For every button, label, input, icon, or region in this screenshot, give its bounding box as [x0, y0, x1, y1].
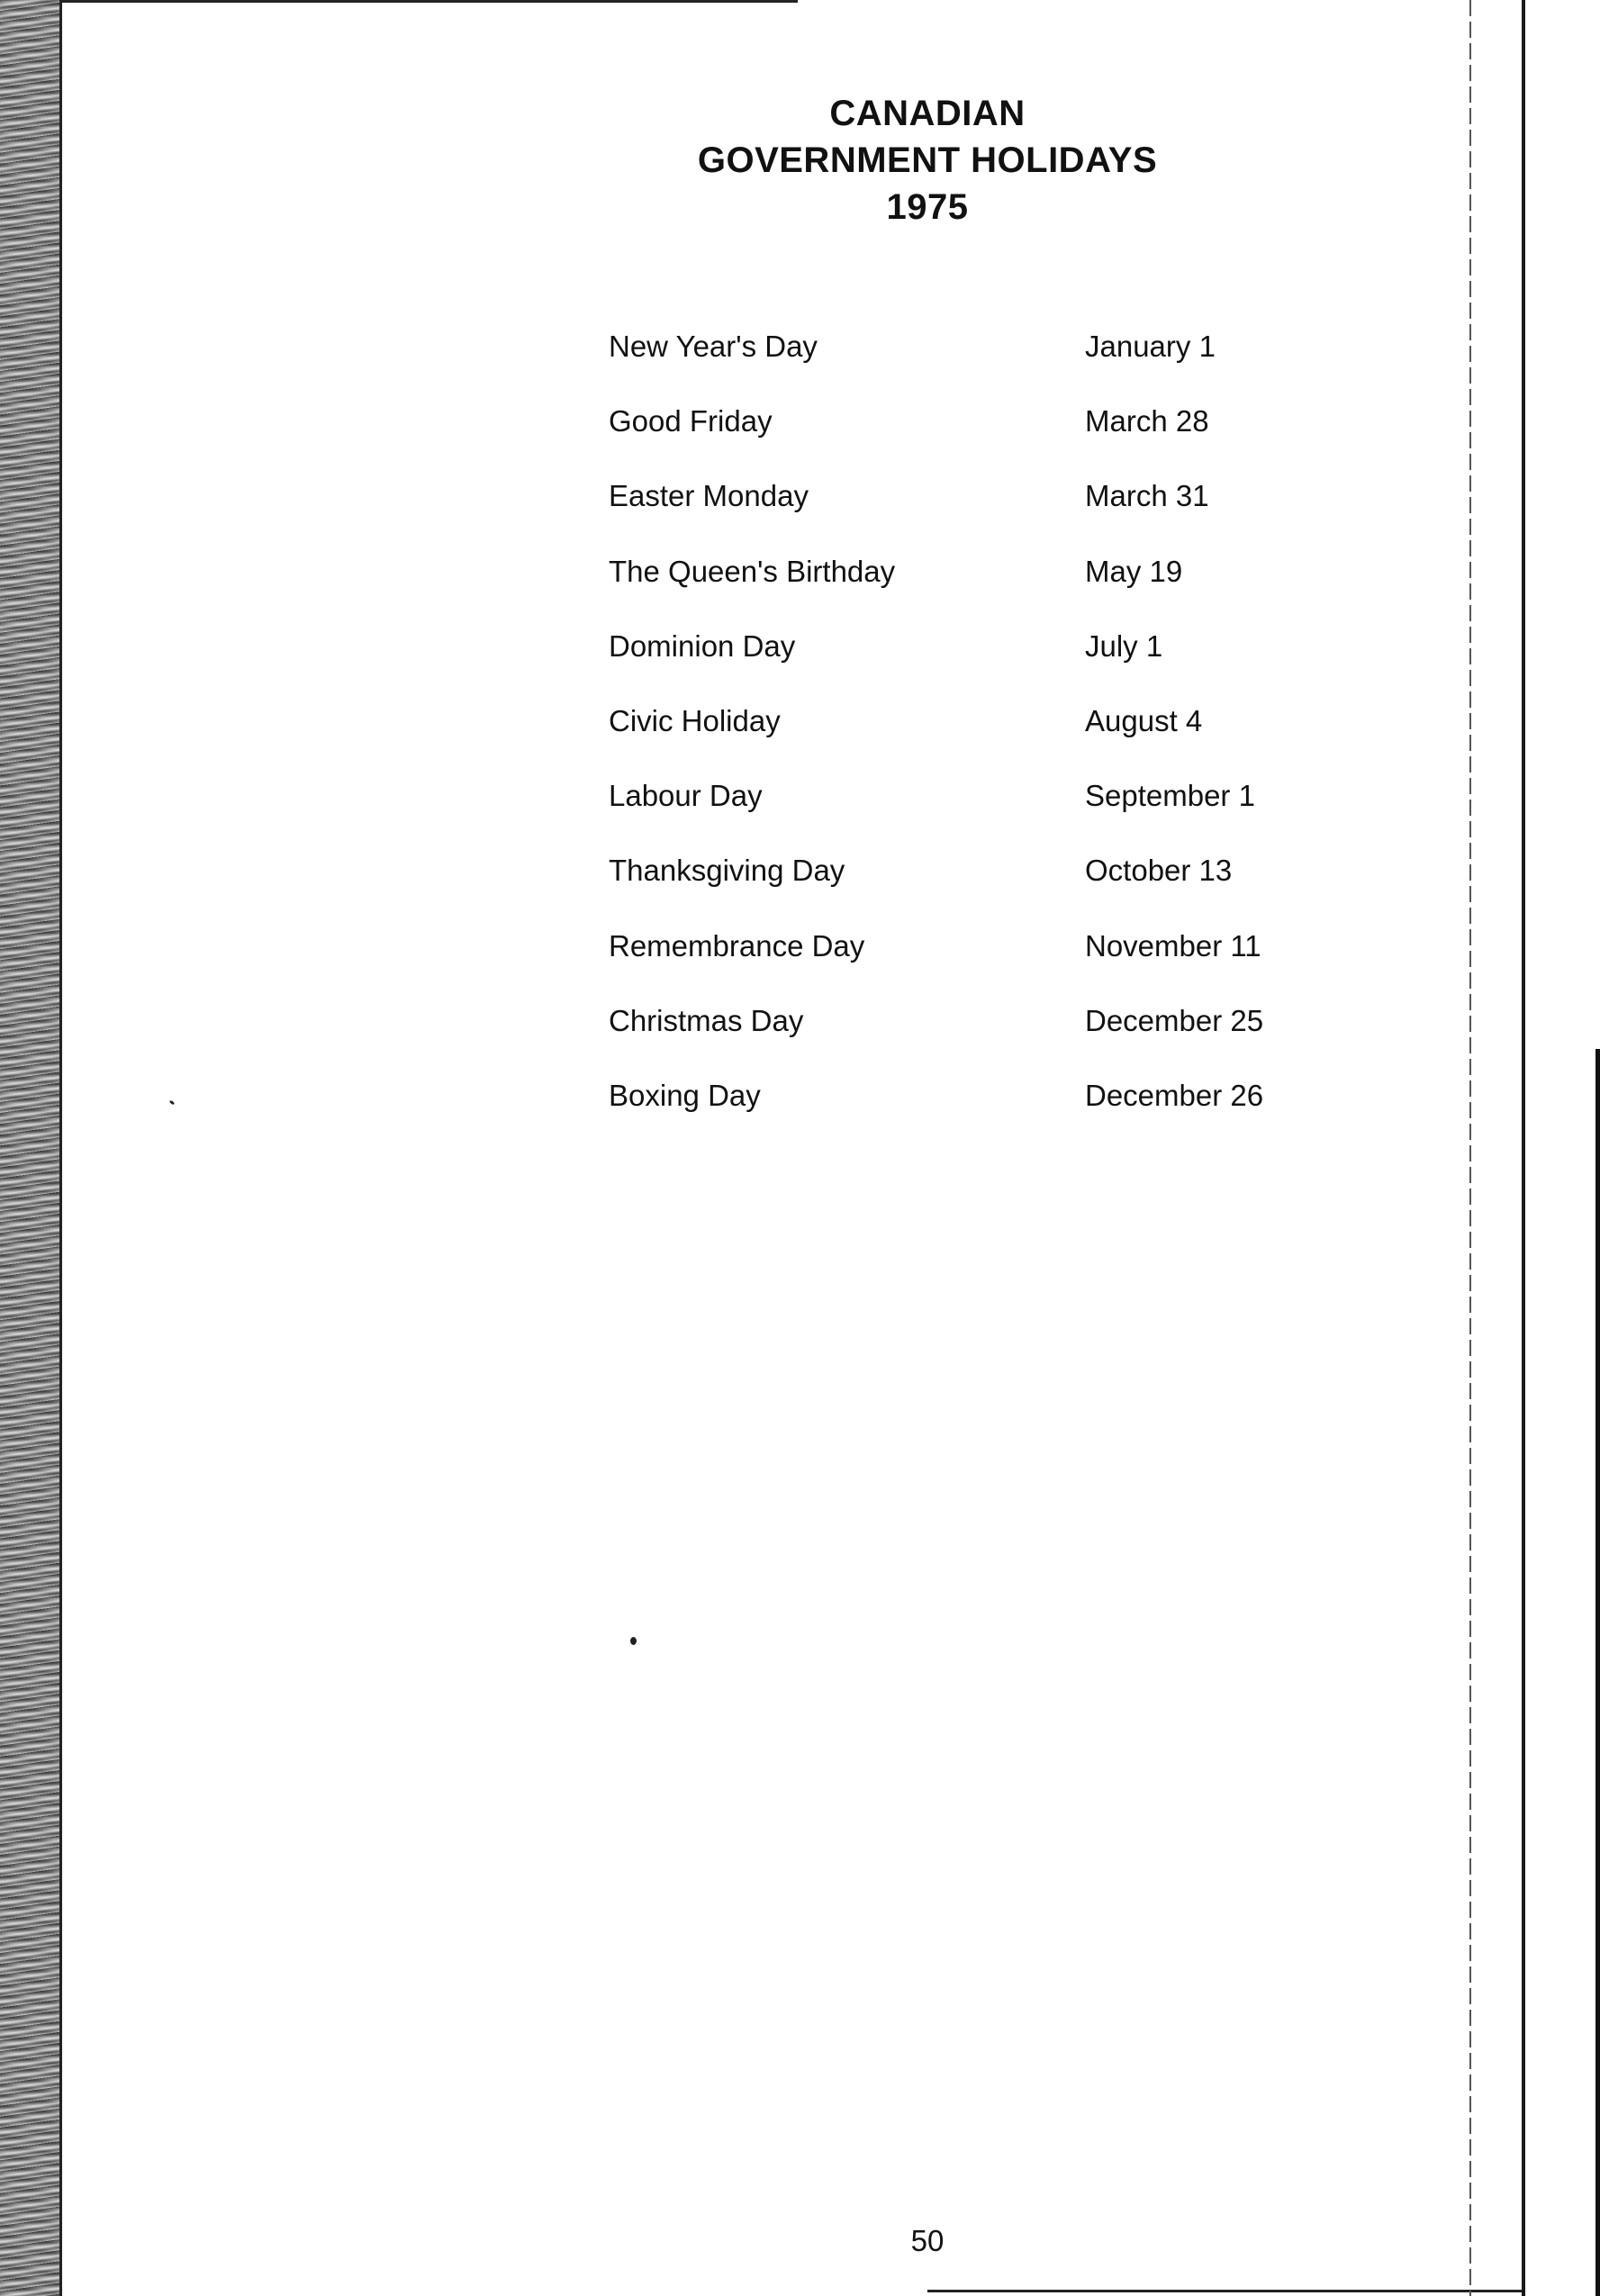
holiday-row — [609, 919, 1329, 994]
right-page-edge-thick — [1522, 0, 1525, 2296]
holiday-row — [609, 769, 1329, 844]
holiday-date: October 13 — [1085, 854, 1233, 888]
holiday-date: March 28 — [1085, 404, 1209, 438]
title-line-1: CANADIAN — [829, 94, 1026, 133]
title-line-3: 1975 — [886, 187, 969, 227]
binding-edge — [0, 0, 62, 2296]
holiday-row — [609, 994, 1329, 1069]
holiday-date: May 19 — [1085, 554, 1183, 588]
holiday-date: December 25 — [1085, 1003, 1264, 1037]
top-page-edge — [59, 0, 798, 3]
holiday-name: Christmas Day — [609, 1003, 804, 1037]
holiday-name: Boxing Day — [609, 1078, 761, 1112]
holiday-row — [609, 844, 1329, 918]
holiday-name: The Queen's Birthday — [609, 554, 896, 588]
bottom-page-edge — [927, 2290, 1522, 2292]
holiday-name: New Year's Day — [609, 330, 818, 363]
holiday-row — [609, 394, 1329, 469]
holiday-row — [609, 1069, 1329, 1143]
holiday-name: Good Friday — [609, 404, 773, 438]
holiday-date: November 11 — [1085, 928, 1261, 963]
holiday-row — [609, 619, 1329, 694]
holiday-name: Civic Holiday — [609, 703, 781, 737]
page-number: 50 — [910, 2224, 945, 2257]
scan-speck — [630, 1637, 637, 1645]
page-title — [0, 90, 1600, 231]
holiday-date: August 4 — [1085, 703, 1203, 737]
holiday-name: Thanksgiving Day — [609, 854, 845, 888]
right-scan-strip — [1595, 1049, 1600, 2296]
title-line-2: GOVERNMENT HOLIDAYS — [697, 140, 1158, 180]
holiday-date: December 26 — [1085, 1078, 1264, 1112]
scan-speck — [169, 1100, 176, 1106]
holiday-name: Dominion Day — [609, 628, 796, 663]
holiday-name: Labour Day — [609, 779, 763, 813]
holiday-date: January 1 — [1085, 330, 1216, 363]
holiday-row — [609, 694, 1329, 769]
holiday-row — [609, 545, 1329, 619]
holiday-date: March 31 — [1085, 479, 1209, 513]
holiday-date: July 1 — [1085, 628, 1163, 663]
holiday-date: September 1 — [1085, 779, 1255, 813]
holiday-row — [609, 469, 1329, 544]
right-page-edge-thin — [1469, 0, 1471, 2296]
holiday-list — [609, 320, 1329, 1143]
holiday-name: Remembrance Day — [609, 928, 865, 963]
holiday-row — [609, 320, 1329, 394]
holiday-name: Easter Monday — [609, 479, 809, 513]
